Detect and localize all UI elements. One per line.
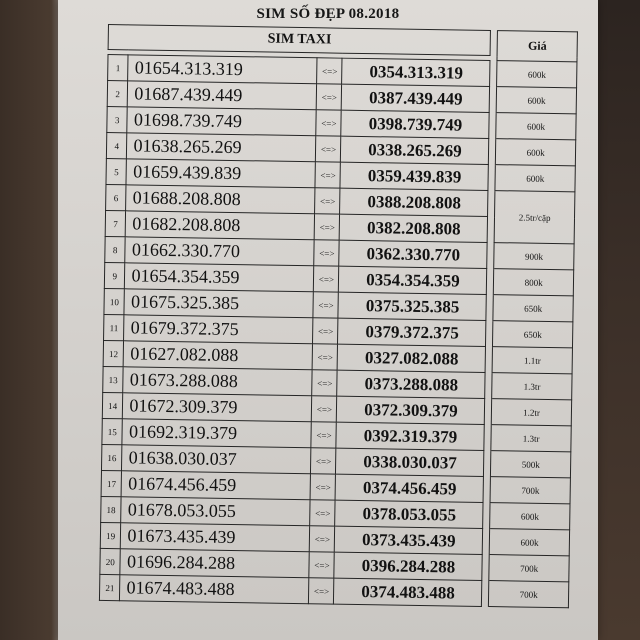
old-number: 01673.435.439 — [121, 523, 310, 552]
old-number: 01698.739.749 — [127, 107, 316, 136]
new-number: 0382.208.808 — [340, 214, 488, 242]
arrow-symbol: <=> — [314, 266, 339, 292]
new-number: 0379.372.375 — [338, 318, 486, 346]
old-number: 01627.082.088 — [124, 341, 313, 370]
table-container — [99, 24, 588, 608]
new-number: 0388.208.808 — [340, 188, 488, 216]
row-index: 14 — [102, 392, 123, 418]
row-index: 18 — [101, 496, 122, 522]
arrow-symbol: <=> — [315, 162, 340, 188]
arrow-symbol: <=> — [313, 292, 338, 318]
price-cell: 700k — [489, 555, 569, 582]
table-body — [99, 55, 577, 608]
old-number: 01673.288.088 — [123, 367, 312, 396]
new-number: 0359.439.839 — [340, 162, 488, 190]
arrow-symbol: <=> — [310, 500, 335, 526]
row-index: 12 — [103, 340, 124, 366]
price-cell: 600k — [495, 165, 575, 192]
arrow-symbol: <=> — [314, 240, 339, 266]
price-header: Giá — [497, 31, 577, 62]
row-index: 16 — [101, 444, 122, 470]
new-number: 0362.330.770 — [339, 240, 487, 268]
new-number: 0327.082.088 — [338, 344, 486, 372]
row-index: 8 — [105, 236, 126, 262]
old-number: 01662.330.770 — [125, 237, 314, 266]
new-number: 0374.483.488 — [334, 578, 482, 606]
old-number: 01687.439.449 — [128, 81, 317, 110]
row-index: 3 — [107, 106, 128, 132]
price-cell: 700k — [490, 477, 570, 504]
price-cell: 1.2tr — [492, 399, 572, 426]
row-index: 5 — [106, 158, 127, 184]
price-cell: 600k — [490, 529, 570, 556]
old-number: 01659.439.839 — [126, 159, 315, 188]
old-number: 01638.030.037 — [122, 445, 311, 474]
old-number: 01688.208.808 — [126, 185, 315, 214]
new-number: 0375.325.385 — [338, 292, 486, 320]
arrow-symbol: <=> — [309, 578, 334, 604]
gap-cell — [488, 216, 495, 242]
section-title: SIM TAXI — [108, 25, 491, 56]
new-number: 0387.439.449 — [342, 84, 490, 112]
arrow-symbol: <=> — [313, 344, 338, 370]
row-index: 20 — [100, 548, 121, 574]
row-index: 10 — [104, 288, 125, 314]
old-number: 01675.325.385 — [124, 289, 313, 318]
row-index: 13 — [103, 366, 124, 392]
arrow-symbol: <=> — [317, 58, 342, 84]
arrow-symbol: <=> — [317, 84, 342, 110]
new-number: 0338.030.037 — [336, 448, 484, 476]
price-cell: 800k — [494, 269, 574, 296]
row-index: 6 — [106, 184, 127, 210]
arrow-symbol: <=> — [311, 422, 336, 448]
arrow-symbol: <=> — [315, 188, 340, 214]
price-cell: 650k — [493, 321, 573, 348]
row-index: 21 — [99, 574, 120, 600]
new-number: 0396.284.288 — [334, 552, 482, 580]
old-number: 01674.456.459 — [122, 471, 311, 500]
arrow-symbol: <=> — [311, 448, 336, 474]
new-number: 0354.313.319 — [342, 58, 490, 86]
new-number: 0392.319.379 — [336, 422, 484, 450]
paper-sheet — [58, 0, 598, 640]
sim-table — [99, 24, 578, 608]
new-number: 0378.053.055 — [335, 500, 483, 528]
arrow-symbol: <=> — [316, 110, 341, 136]
arrow-symbol: <=> — [309, 552, 334, 578]
price-cell: 1.3tr — [491, 425, 571, 452]
price-cell: 700k — [489, 581, 569, 608]
arrow-symbol: <=> — [315, 214, 340, 240]
price-cell: 900k — [494, 243, 574, 270]
old-number: 01672.309.379 — [123, 393, 312, 422]
row-index: 15 — [102, 418, 123, 444]
row-index: 2 — [107, 81, 128, 107]
new-number: 0338.265.269 — [341, 136, 489, 164]
price-cell: 1.3tr — [492, 373, 572, 400]
old-number: 01654.313.319 — [128, 55, 317, 84]
arrow-symbol: <=> — [312, 396, 337, 422]
arrow-symbol: <=> — [316, 136, 341, 162]
old-number: 01638.265.269 — [127, 133, 316, 162]
old-number: 01674.483.488 — [120, 575, 309, 604]
old-number: 01679.372.375 — [124, 315, 313, 344]
new-number: 0398.739.749 — [341, 110, 489, 138]
price-cell: 500k — [491, 451, 571, 478]
new-number: 0372.309.379 — [337, 396, 485, 424]
price-cell: 600k — [497, 61, 577, 88]
price-cell: 650k — [493, 295, 573, 322]
row-index: 1 — [108, 55, 129, 81]
arrow-symbol: <=> — [310, 474, 335, 500]
old-number: 01678.053.055 — [121, 497, 310, 526]
new-number: 0354.354.359 — [339, 266, 487, 294]
old-number: 01696.284.288 — [120, 549, 309, 578]
arrow-symbol: <=> — [313, 318, 338, 344]
price-cell: 600k — [496, 139, 576, 166]
row-index: 11 — [104, 314, 125, 340]
row-index: 4 — [106, 132, 127, 158]
old-number: 01654.354.359 — [125, 263, 314, 292]
row-index: 19 — [100, 522, 121, 548]
price-cell: 600k — [496, 113, 576, 140]
price-cell: 600k — [496, 87, 576, 114]
new-number: 0373.435.439 — [335, 526, 483, 554]
new-number: 0373.288.088 — [337, 370, 485, 398]
row-index: 17 — [101, 470, 122, 496]
row-index: 7 — [105, 210, 126, 236]
new-number: 0374.456.459 — [336, 474, 484, 502]
price-cell: 2.5tr/cặp — [494, 191, 575, 244]
price-cell: 600k — [490, 503, 570, 530]
page-title: SIM SỐ ĐẸP 08.2018 — [256, 6, 400, 22]
arrow-symbol: <=> — [310, 526, 335, 552]
old-number: 01692.319.379 — [122, 419, 311, 448]
row-index: 9 — [104, 262, 125, 288]
arrow-symbol: <=> — [312, 370, 337, 396]
price-cell: 1.1tr — [492, 347, 572, 374]
old-number: 01682.208.808 — [126, 211, 315, 240]
